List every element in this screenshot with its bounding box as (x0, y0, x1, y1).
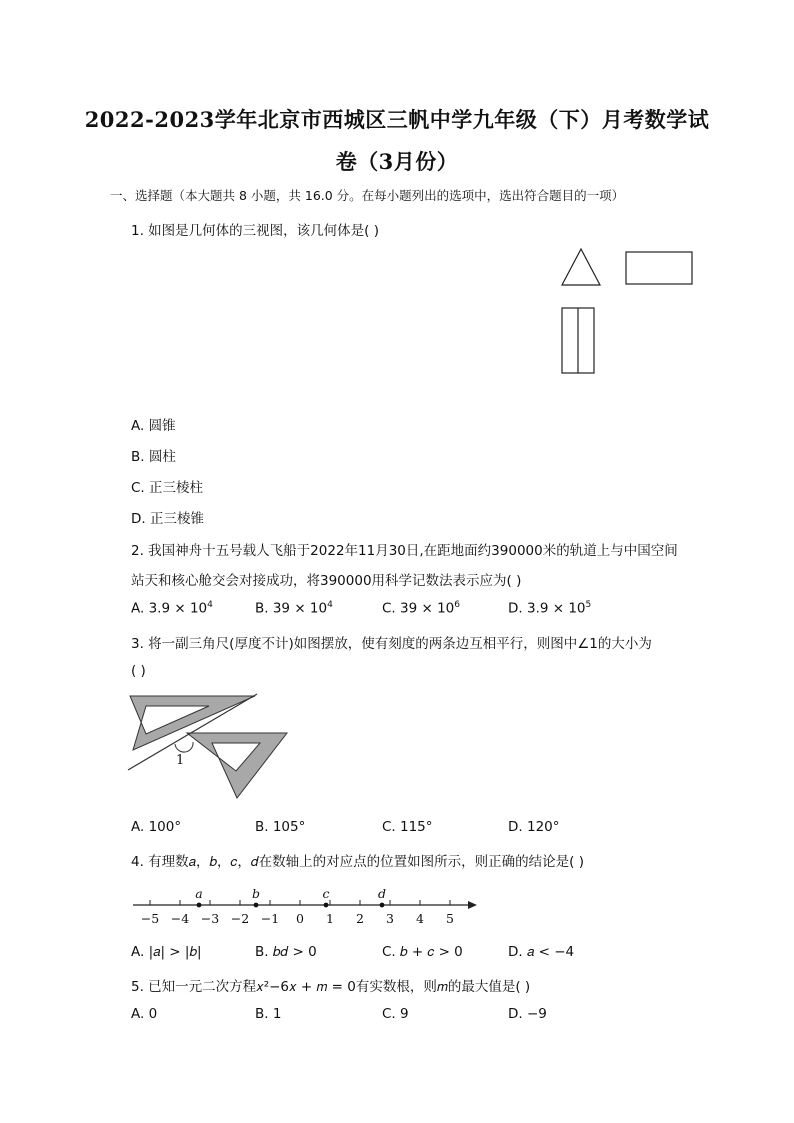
q4-tick-labels (141, 911, 454, 926)
q1-side-view-rectangle (626, 252, 692, 284)
q2-option-c[interactable]: C. $39 \times 10^6$ (382, 600, 460, 617)
q4-tick-label: 1 (326, 911, 334, 926)
q4-option-a[interactable]: A. |𝑎| > |𝑏| (131, 944, 202, 960)
q4-stem: 4. 有理数𝑎，𝑏，𝑐，𝑑在数轴上的对应点的位置如图所示，则正确的结论是( ) (131, 854, 585, 870)
q3-angle-arc (175, 742, 193, 752)
q4-option-b[interactable]: B. 𝑏𝑑 > 0 (255, 944, 317, 960)
q1-option-a[interactable]: A. 圆锥 (131, 418, 176, 434)
exam-title-line2: 卷（3月份） (335, 149, 459, 174)
q3-option-a[interactable]: A. 100° (131, 819, 182, 835)
q4-point-label-a: a (195, 886, 203, 901)
q4-tick-label: −4 (170, 911, 190, 926)
q3-stem-line1: 3. 将一副三角尺(厚度不计)如图摆放，使有刻度的两条边互相平行，则图中∠1的大小为 (131, 636, 652, 652)
q1-option-b[interactable]: B. 圆柱 (131, 449, 176, 465)
q4-number-line-figure (125, 880, 485, 930)
q2-option-d[interactable]: D. $3.9 \times 10^5$ (508, 600, 592, 617)
q4-point-a (197, 903, 202, 908)
q4-point-label-c: c (322, 886, 330, 901)
q4-point-label-d: d (377, 886, 387, 901)
q5-option-a[interactable]: A. 0 (131, 1006, 158, 1022)
q3-option-b[interactable]: B. 105° (255, 819, 306, 835)
q4-option-c[interactable]: C. 𝑏 + 𝑐 > 0 (382, 944, 463, 960)
q3-stem-line2: ( ) (131, 663, 146, 679)
q2-stem-line2: 站天和核心舱交会对接成功，将390000用科学记数法表示应为( ) (131, 573, 522, 589)
q5-option-c[interactable]: C. 9 (382, 1006, 409, 1022)
q1-three-views-figure (555, 246, 700, 381)
q4-tick-label: −2 (230, 911, 250, 926)
q2-option-a[interactable]: A. $3.9 \times 10^4$ (131, 600, 213, 617)
q5-option-b[interactable]: B. 1 (255, 1006, 282, 1022)
q4-point-label-b: b (251, 886, 261, 901)
q2-option-b[interactable]: B. $39 \times 10^4$ (255, 600, 333, 617)
q4-tick-label: −3 (200, 911, 220, 926)
q4-point-b (254, 903, 259, 908)
q2-stem-line1: 2. 我国神舟十五号载人飞船于2022年11月30日,在距地面约390000米的轨道上与中国空间 (131, 543, 678, 559)
section-heading: 一、选择题（本大题共 8 小题，共 16.0 分。在每小题列出的选项中，选出符合题目的一项） (110, 188, 625, 203)
q1-front-view-triangle (562, 249, 600, 285)
q4-point-c (324, 903, 329, 908)
q4-tick-label: 5 (446, 911, 454, 926)
q4-tick-label: −1 (260, 911, 280, 926)
q4-tick-label: 2 (356, 911, 364, 926)
q4-point-d (380, 903, 385, 908)
q4-tick-label: 4 (416, 911, 424, 926)
q4-axis-arrow (468, 901, 477, 909)
q5-stem: 5. 已知一元二次方程𝑥²−6𝑥 + 𝑚 = 0有实数根，则𝑚的最大值是( ) (131, 979, 531, 995)
q1-stem: 1. 如图是几何体的三视图，该几何体是( ) (131, 223, 379, 239)
q4-tick-label: 3 (386, 911, 394, 926)
q3-set-squares-figure (125, 692, 290, 812)
q3-option-d[interactable]: D. 120° (508, 819, 560, 835)
q3-option-c[interactable]: C. 115° (382, 819, 433, 835)
q4-tick-label: 0 (296, 911, 304, 926)
q4-point-labels (195, 886, 386, 901)
q1-option-d[interactable]: D. 正三棱锥 (131, 511, 204, 527)
q3-angle-label: 1 (176, 753, 185, 768)
q3-set-square-lower (187, 733, 287, 798)
q5-option-d[interactable]: D. −9 (508, 1006, 547, 1022)
q4-option-d[interactable]: D. 𝑎 < −4 (508, 944, 575, 960)
q1-option-c[interactable]: C. 正三棱柱 (131, 480, 204, 496)
exam-title-line1: 2022-2023学年北京市西城区三帆中学九年级（下）月考数学试 (84, 107, 710, 132)
q4-tick-label: −5 (140, 911, 160, 926)
